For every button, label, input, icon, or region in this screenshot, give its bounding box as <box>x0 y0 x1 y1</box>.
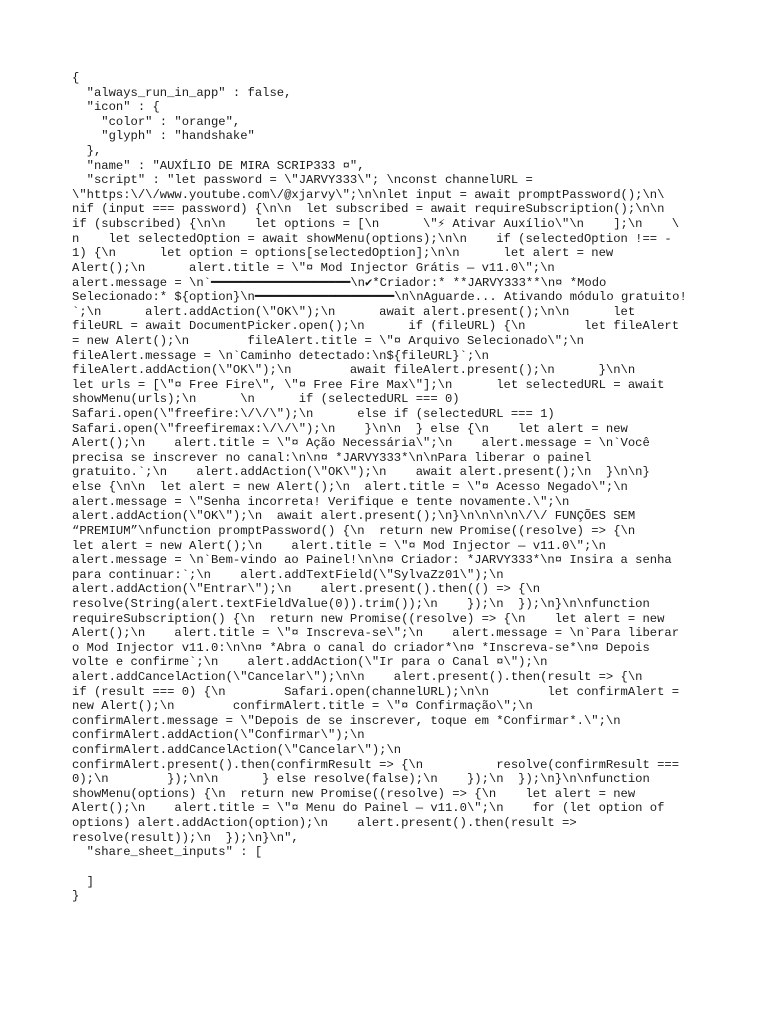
code-line: "icon" : { <box>72 100 160 115</box>
code-line: Safari.open(\"freefiremax:\/\/\");\n }\n\n } else {\n let alert = new <box>72 421 628 436</box>
code-line: Alert();\n alert.title = \"¤ Ação Necessária\";\n alert.message = \n`Você <box>72 436 650 451</box>
code-line: o Mod Injector v11.0:\n\n¤ *Abra o canal do criador*\n¤ *Inscreva-se*\n¤ Depois <box>72 640 650 655</box>
code-line: gratuito.`;\n alert.addAction(\"OK\");\n await alert.present();\n }\n\n} <box>72 465 650 480</box>
code-line: 1) {\n let option = options[selectedOption];\n\n let alert = new <box>72 246 614 261</box>
code-line: "glyph" : "handshake" <box>72 129 255 144</box>
code-line: alert.addAction(\"Entrar\");\n alert.present().then(() => {\n <box>72 582 541 597</box>
code-line: confirmAlert.message = \"Depois de se inscrever, toque em *Confirmar*.\";\n <box>72 713 621 728</box>
code-line: alert.message = \"Senha incorreta! Verifique e tente novamente.\";\n <box>72 494 570 509</box>
code-line: "share_sheet_inputs" : [ <box>72 845 263 860</box>
code-line: “PREMIUM”\nfunction promptPassword() {\n return new Promise((resolve) => {\n <box>72 523 636 538</box>
code-line: alert.message = \n`━━━━━━━━━━━━━━━━━━━\n✔*Criador:* **JARVY333**\n¤ *Modo <box>72 275 607 290</box>
code-line: options) alert.addAction(option);\n alert.present().then(result => <box>72 816 577 831</box>
code-line: showMenu(options) {\n return new Promise((resolve) => {\n let alert = new <box>72 786 636 801</box>
code-line: }, <box>72 144 102 159</box>
code-line: nif (input === password) {\n\n let subscribed = await requireSubscription();\n\n <box>72 202 665 217</box>
code-line: volte e confirme`;\n alert.addAction(\"Ir para o Canal ¤\");\n <box>72 655 548 670</box>
json-document <box>72 71 732 904</box>
code-line: alert.message = \n`Bem-vindo ao Painel!\n\n¤ Criador: *JARVY333*\n¤ Insira a senha <box>72 553 672 568</box>
code-line: = new Alert();\n fileAlert.title = \"¤ Arquivo Selecionado\";\n <box>72 333 584 348</box>
code-line: `;\n alert.addAction(\"OK\");\n await alert.present();\n\n let <box>72 304 636 319</box>
code-line: else {\n\n let alert = new Alert();\n alert.title = \"¤ Acesso Negado\";\n <box>72 480 628 495</box>
code-line: ] <box>72 874 94 889</box>
code-line: precisa se inscrever no canal:\n\n¤ *JARVY333*\n\nPara liberar o painel <box>72 450 592 465</box>
code-line: n let selectedOption = await showMenu(options);\n\n if (selectedOption !== - <box>72 231 672 246</box>
code-line: fileAlert.message = \n`Caminho detectado:\n${fileURL}`;\n <box>72 348 489 363</box>
code-line: alert.addAction(\"OK\");\n await alert.present();\n}\n\n\n\n\/\/ FUNÇÕES SEM <box>72 509 636 524</box>
code-line: "name" : "AUXÍLIO DE MIRA SCRIP333 ¤", <box>72 158 365 173</box>
code-line: Alert();\n alert.title = \"¤ Mod Injector Grátis — v11.0\";\n <box>72 260 555 275</box>
code-line: confirmAlert.addAction(\"Confirmar\");\n <box>72 728 365 743</box>
code-line: { <box>72 71 80 85</box>
code-line: Alert();\n alert.title = \"¤ Menu do Painel — v11.0\";\n for (let option of <box>72 801 665 816</box>
code-line: alert.addCancelAction(\"Cancelar\");\n\n alert.present().then(result => {\n <box>72 669 643 684</box>
code-line: Selecionado:* ${option}\n━━━━━━━━━━━━━━━━━━━\n\nAguarde... Ativando módulo gratuito! <box>72 290 687 305</box>
code-line: let urls = [\"¤ Free Fire\", \"¤ Free Fire Max\"];\n let selectedURL = await <box>72 377 665 392</box>
code-line: resolve(result));\n });\n}\n", <box>72 830 299 845</box>
code-line: showMenu(urls);\n \n if (selectedURL === 0) <box>72 392 460 407</box>
code-line: let alert = new Alert();\n alert.title = \"¤ Mod Injector — v11.0\";\n <box>72 538 606 553</box>
code-line: "color" : "orange", <box>72 114 241 129</box>
code-line: requireSubscription() {\n return new Promise((resolve) => {\n let alert = new <box>72 611 665 626</box>
code-line: } <box>72 889 80 904</box>
code-line: "always_run_in_app" : false, <box>72 85 292 100</box>
code-line: "script" : "let password = \"JARVY333\"; \nconst channelURL = <box>72 173 533 188</box>
code-line: confirmAlert.present().then(confirmResult => {\n resolve(confirmResult === <box>72 757 680 772</box>
code-line: fileAlert.addAction(\"OK\");\n await fileAlert.present();\n }\n\n <box>72 363 636 378</box>
code-line <box>72 860 732 875</box>
code-line: Alert();\n alert.title = \"¤ Inscreva-se\";\n alert.message = \n`Para liberar <box>72 626 680 641</box>
code-line: if (result === 0) {\n Safari.open(channelURL);\n\n let confirmAlert = <box>72 684 680 699</box>
code-line: para continuar:`;\n alert.addTextField(\"SylvaZz01\");\n <box>72 567 504 582</box>
code-line: new Alert();\n confirmAlert.title = \"¤ Confirmação\";\n <box>72 699 533 714</box>
code-line: if (subscribed) {\n\n let options = [\n \"⚡ Ativar Auxílio\"\n ];\n \ <box>72 217 680 232</box>
code-line: confirmAlert.addCancelAction(\"Cancelar\");\n <box>72 743 402 758</box>
code-line: 0);\n });\n\n } else resolve(false);\n });\n });\n}\n\nfunction <box>72 772 650 787</box>
code-line: fileURL = await DocumentPicker.open();\n if (fileURL) {\n let fileAlert <box>72 319 680 334</box>
code-line: \"https:\/\/www.youtube.com\/@xjarvy\";\n\nlet input = await promptPassword();\n\ <box>72 187 665 202</box>
code-line: resolve(String(alert.textFieldValue(0)).trim());\n });\n });\n}\n\nfunction <box>72 596 650 611</box>
code-line: Safari.open(\"freefire:\/\/\");\n else if (selectedURL === 1) <box>72 407 555 422</box>
